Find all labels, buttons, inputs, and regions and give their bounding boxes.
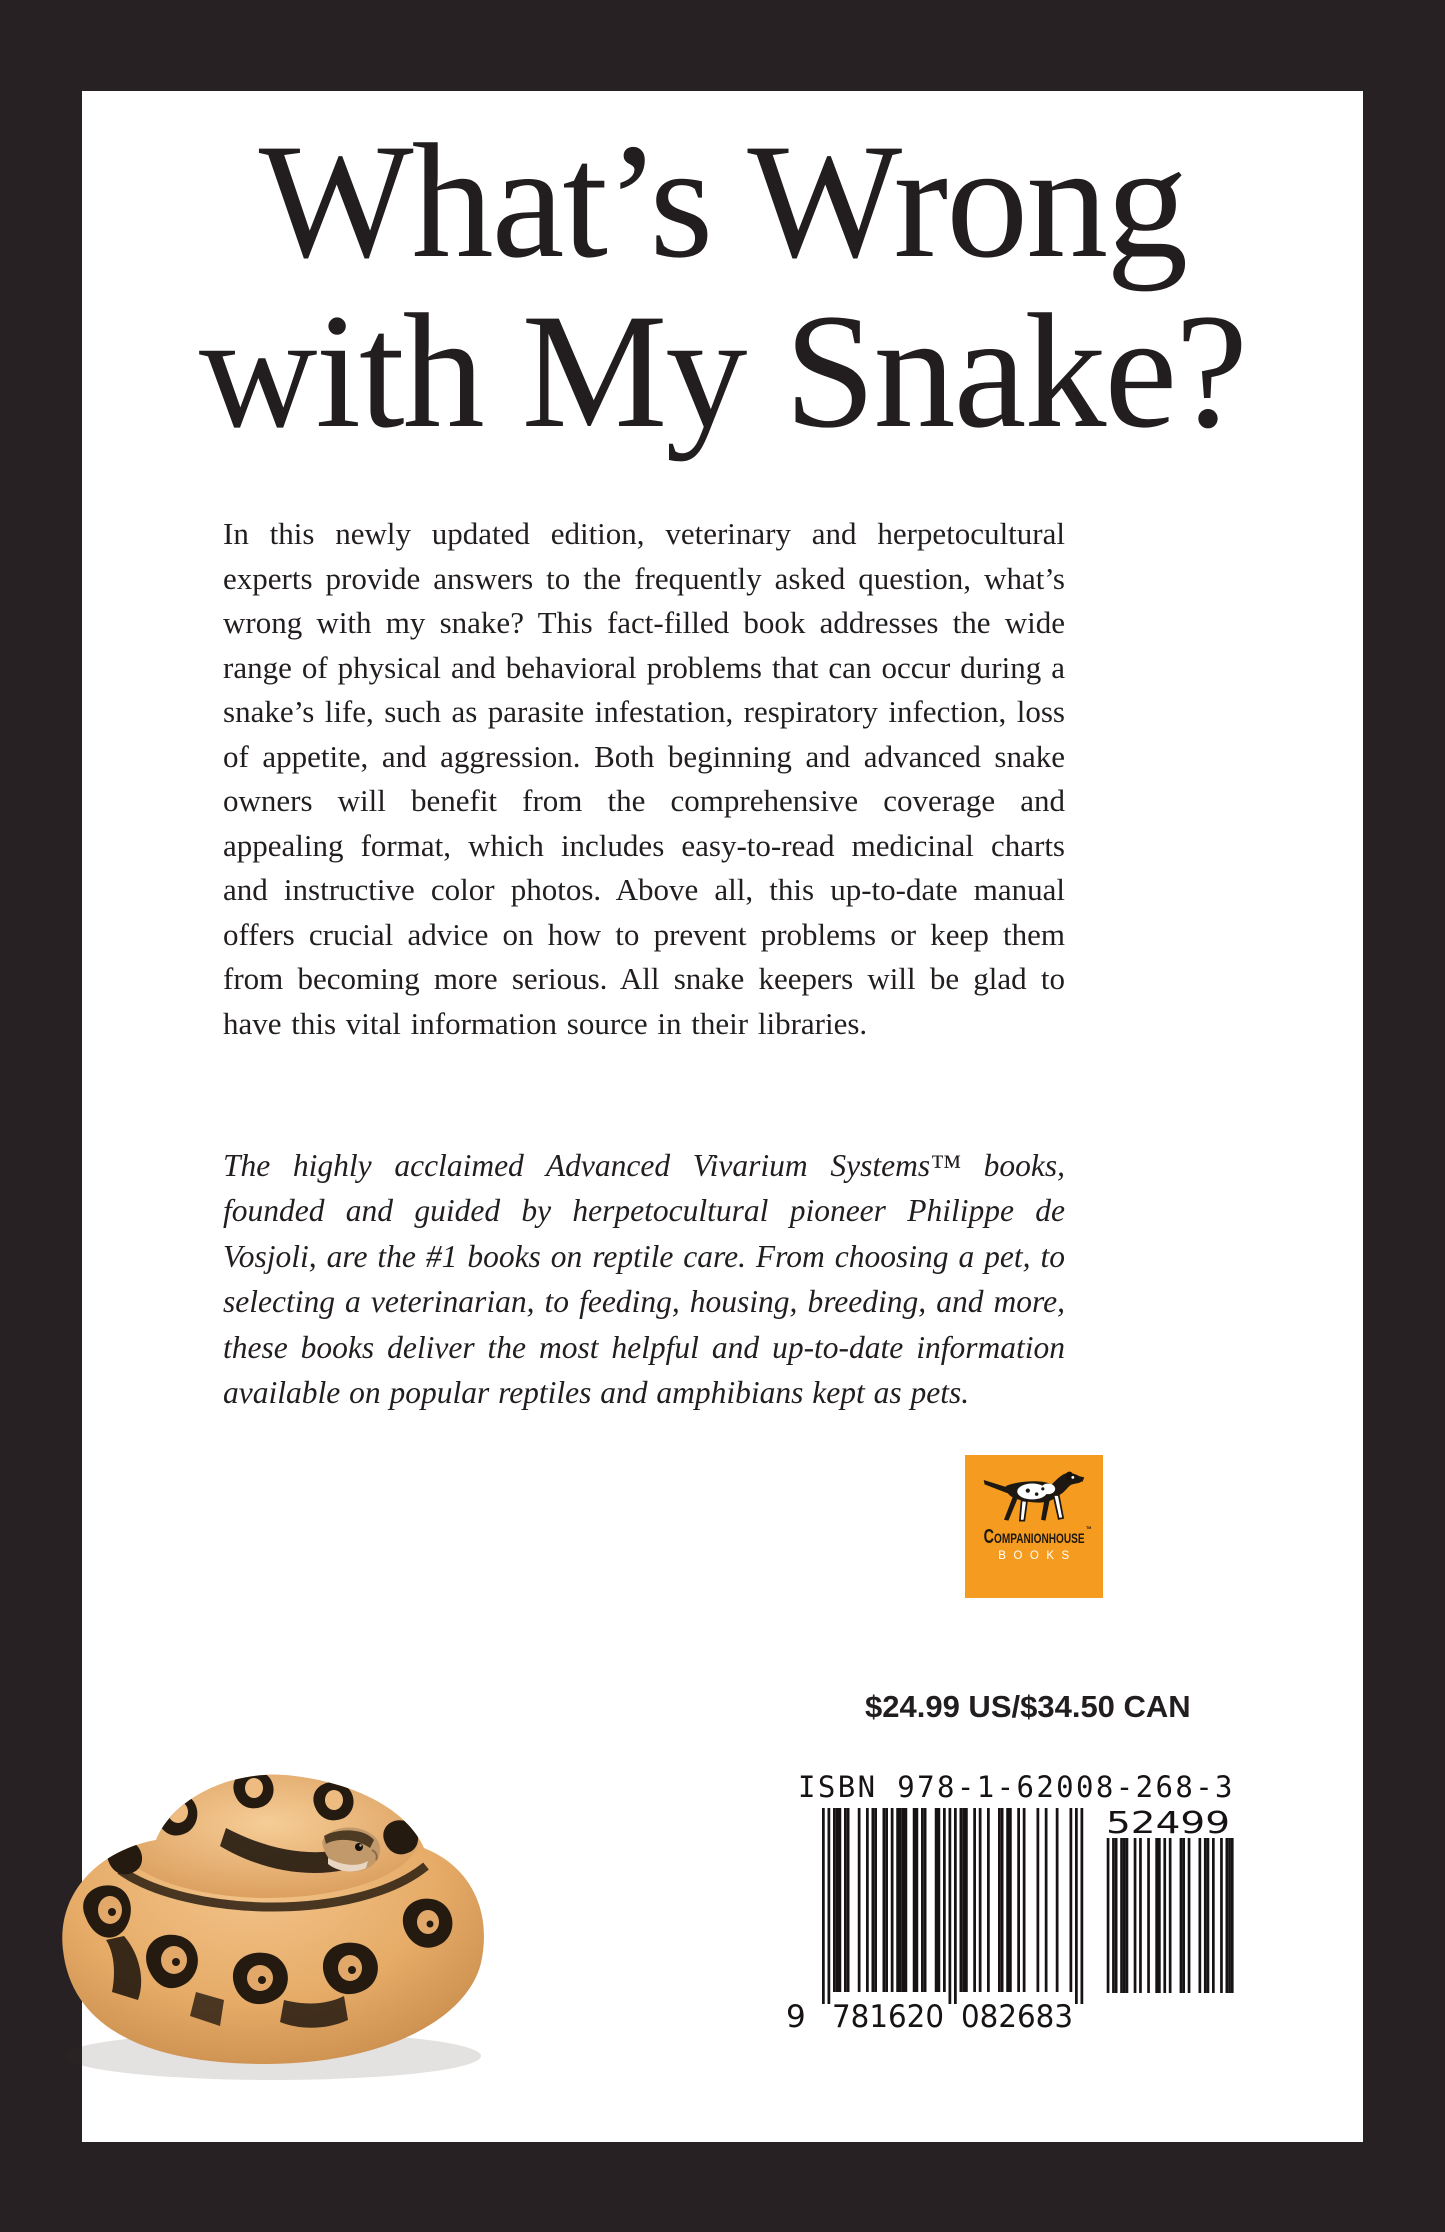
ean13-barcode xyxy=(770,1800,1250,2045)
publisher-logo xyxy=(965,1455,1103,1598)
barcode-digit-lead: 9 xyxy=(786,1999,806,2035)
isbn-number: ISBN 978-1-62008-268-3 xyxy=(798,1770,1235,1804)
barcode-addon-digits: 52499 xyxy=(1106,1806,1230,1841)
series-note-paragraph: The highly acclaimed Advanced Vivarium Systems™ books, founded and guided by herpetocultural pioneer Philippe de Vosjoli, are the #1 books on reptile care. From choosing a pet, to selecting a veterinarian, to feeding, housing, breeding, and more, these books deliver the most helpful and up-to-date information available on popular reptiles and amphibians kept as pets. xyxy=(223,1147,1065,1410)
book-title-line1: What’s Wrong xyxy=(258,111,1187,292)
barcode-main-bars xyxy=(822,1808,1083,2004)
price-text: $24.99 US/$34.50 CAN xyxy=(865,1689,1191,1724)
book-title-line2: with My Snake? xyxy=(199,281,1246,462)
barcode-addon-bars xyxy=(1107,1838,1234,1993)
description-paragraph: In this newly updated edition, veterinary and herpetocultural experts provide answers to the frequently asked question, what’s wrong with my snake? This fact-filled book addresses the wide range of physical and behavioral problems that can occur during a snake’s life, such as parasite infestation, respiratory infection, loss of appetite, and aggression. Both beginning and advanced snake owners will benefit from the comprehensive coverage and appealing format, which includes easy-to-read medicinal charts and instructive color photos. Above all, this up-to-date manual offers crucial advice on how to prevent problems or keep them from becoming more serious. All snake keepers will be glad to have this vital information source in their libraries. xyxy=(223,516,1065,1041)
barcode-digit-group1: 781620 xyxy=(832,1999,944,2035)
snake-head xyxy=(322,1827,380,1871)
trademark-symbol: ™ xyxy=(1085,1525,1092,1534)
publisher-books-label: BOOKS xyxy=(998,1550,1077,1562)
barcode-digit-group2: 082683 xyxy=(961,1999,1073,2035)
pointer-dog-icon xyxy=(981,1465,1087,1525)
book-title xyxy=(82,111,1363,462)
snake-photo xyxy=(28,1700,508,2100)
publisher-name-text: Companionhouse xyxy=(983,1526,1085,1548)
publisher-name xyxy=(983,1525,1092,1548)
